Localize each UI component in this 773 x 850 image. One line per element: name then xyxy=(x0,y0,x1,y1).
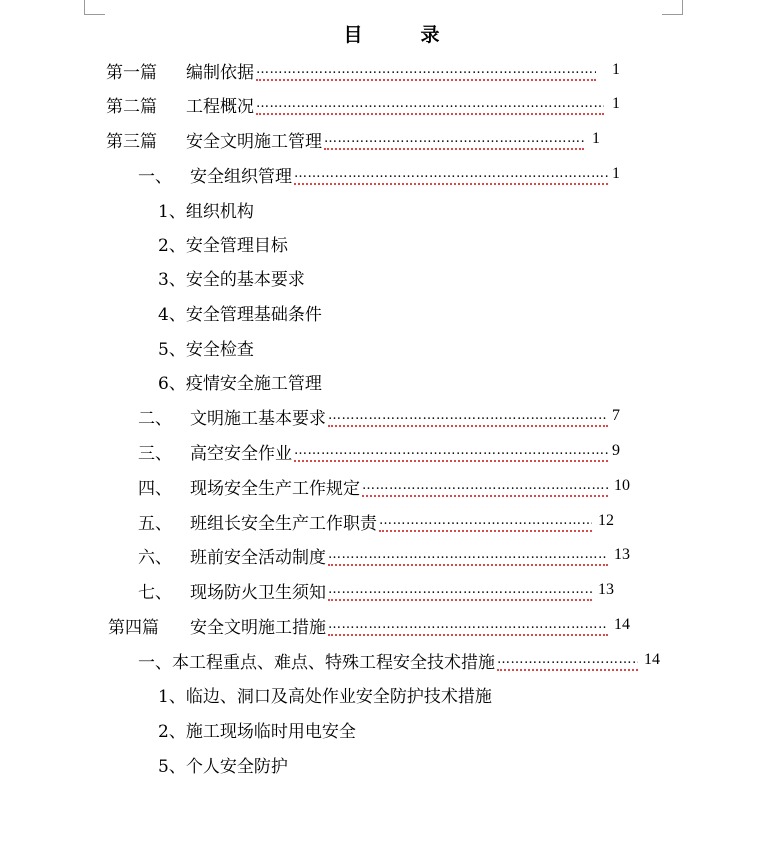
entry-number: 5、 xyxy=(158,756,186,777)
entry-text: 疫情安全施工管理 xyxy=(185,373,322,394)
entry-number: 4、 xyxy=(158,304,186,325)
leader-dots xyxy=(256,97,604,115)
toc-title xyxy=(0,22,773,48)
entry-text: 编制依据 xyxy=(186,62,254,83)
entry-number: 2、 xyxy=(158,721,186,742)
entry-page-number: 10 xyxy=(614,477,630,494)
leader-dots xyxy=(497,653,638,671)
entry-text: 现场安全生产工作规定 xyxy=(190,478,360,499)
page-corner-mark-left xyxy=(84,0,105,15)
toc-entry[interactable] xyxy=(138,437,620,465)
toc-entry[interactable] xyxy=(158,333,254,361)
page-corner-mark-right xyxy=(662,0,683,15)
entry-text: 工程概况 xyxy=(186,96,254,117)
entry-text: 安全的基本要求 xyxy=(185,269,305,290)
entry-number: 第二篇 xyxy=(106,96,157,117)
toc-entry[interactable] xyxy=(106,125,600,153)
toc-entry[interactable] xyxy=(158,715,356,743)
entry-page-number: 13 xyxy=(598,581,614,598)
entry-text: 文明施工基本要求 xyxy=(190,408,326,429)
leader-dots xyxy=(328,548,608,566)
entry-number: 第三篇 xyxy=(106,131,157,152)
leader-dots xyxy=(328,583,592,601)
entry-page-number: 13 xyxy=(614,546,630,563)
leader-dots xyxy=(324,132,584,150)
leader-dots xyxy=(256,63,596,81)
entry-text: 本工程重点、难点、特殊工程安全技术措施 xyxy=(172,652,495,673)
entry-number: 四、 xyxy=(138,478,172,499)
entry-text: 现场防火卫生须知 xyxy=(190,582,326,603)
toc-entry[interactable] xyxy=(158,229,288,257)
entry-number: 一、 xyxy=(138,652,172,673)
toc-entry[interactable] xyxy=(138,160,620,188)
toc-entry[interactable] xyxy=(138,576,614,604)
toc-title-char-1: 目 xyxy=(343,24,421,46)
entry-page-number: 14 xyxy=(644,651,660,668)
leader-dots xyxy=(328,409,608,427)
entry-text: 施工现场临时用电安全 xyxy=(185,721,356,742)
toc-entry[interactable] xyxy=(158,680,492,708)
toc-entry[interactable] xyxy=(138,646,660,674)
entry-number: 1、 xyxy=(158,201,186,222)
toc-entry[interactable] xyxy=(106,90,620,118)
toc-entry[interactable] xyxy=(158,367,322,395)
toc-entry[interactable] xyxy=(138,541,630,569)
entry-page-number: 1 xyxy=(612,61,620,78)
toc-title-char-2: 录 xyxy=(420,24,498,46)
entry-number: 3、 xyxy=(158,269,186,290)
entry-number: 5、 xyxy=(158,339,186,360)
entry-page-number: 9 xyxy=(612,442,620,459)
entry-text: 班前安全活动制度 xyxy=(190,547,326,568)
entry-text: 安全文明施工措施 xyxy=(190,617,326,638)
entry-number: 三、 xyxy=(138,443,172,464)
entry-number: 五、 xyxy=(138,513,172,534)
entry-number: 七、 xyxy=(138,582,172,603)
entry-page-number: 1 xyxy=(612,95,620,112)
entry-text: 高空安全作业 xyxy=(190,443,292,464)
entry-text: 临边、洞口及高处作业安全防护技术措施 xyxy=(185,686,492,707)
entry-number: 6、 xyxy=(158,373,186,394)
toc-entry[interactable] xyxy=(108,611,630,639)
entry-text: 安全管理基础条件 xyxy=(185,304,322,325)
toc-entry[interactable] xyxy=(138,472,630,500)
entry-number: 六、 xyxy=(138,547,172,568)
entry-number: 第一篇 xyxy=(106,62,157,83)
leader-dots xyxy=(328,618,608,636)
leader-dots xyxy=(362,479,608,497)
toc-entry[interactable] xyxy=(138,507,614,535)
toc-entry[interactable] xyxy=(158,263,305,291)
entry-page-number: 7 xyxy=(612,407,620,424)
entry-text: 班组长安全生产工作职责 xyxy=(190,513,377,534)
toc-entry[interactable] xyxy=(158,750,288,778)
entry-number: 一、 xyxy=(138,166,172,187)
entry-page-number: 12 xyxy=(598,512,614,529)
entry-text: 组织机构 xyxy=(185,201,254,222)
entry-page-number: 1 xyxy=(592,130,600,147)
entry-text: 个人安全防护 xyxy=(185,756,288,777)
entry-text: 安全组织管理 xyxy=(190,166,292,187)
entry-text: 安全管理目标 xyxy=(185,235,288,256)
entry-page-number: 14 xyxy=(614,616,630,633)
entry-number: 第四篇 xyxy=(108,617,159,638)
entry-text: 安全检查 xyxy=(185,339,254,360)
entry-page-number: 1 xyxy=(612,165,620,182)
toc-entry[interactable] xyxy=(138,402,620,430)
leader-dots xyxy=(379,514,592,532)
leader-dots xyxy=(294,167,608,185)
entry-number: 2、 xyxy=(158,235,186,256)
entry-number: 1、 xyxy=(158,686,186,707)
toc-entry[interactable] xyxy=(158,298,322,326)
toc-entry[interactable] xyxy=(106,56,620,84)
leader-dots xyxy=(294,444,608,462)
toc-entry[interactable] xyxy=(158,195,254,223)
entry-text: 安全文明施工管理 xyxy=(186,131,322,152)
entry-number: 二、 xyxy=(138,408,172,429)
